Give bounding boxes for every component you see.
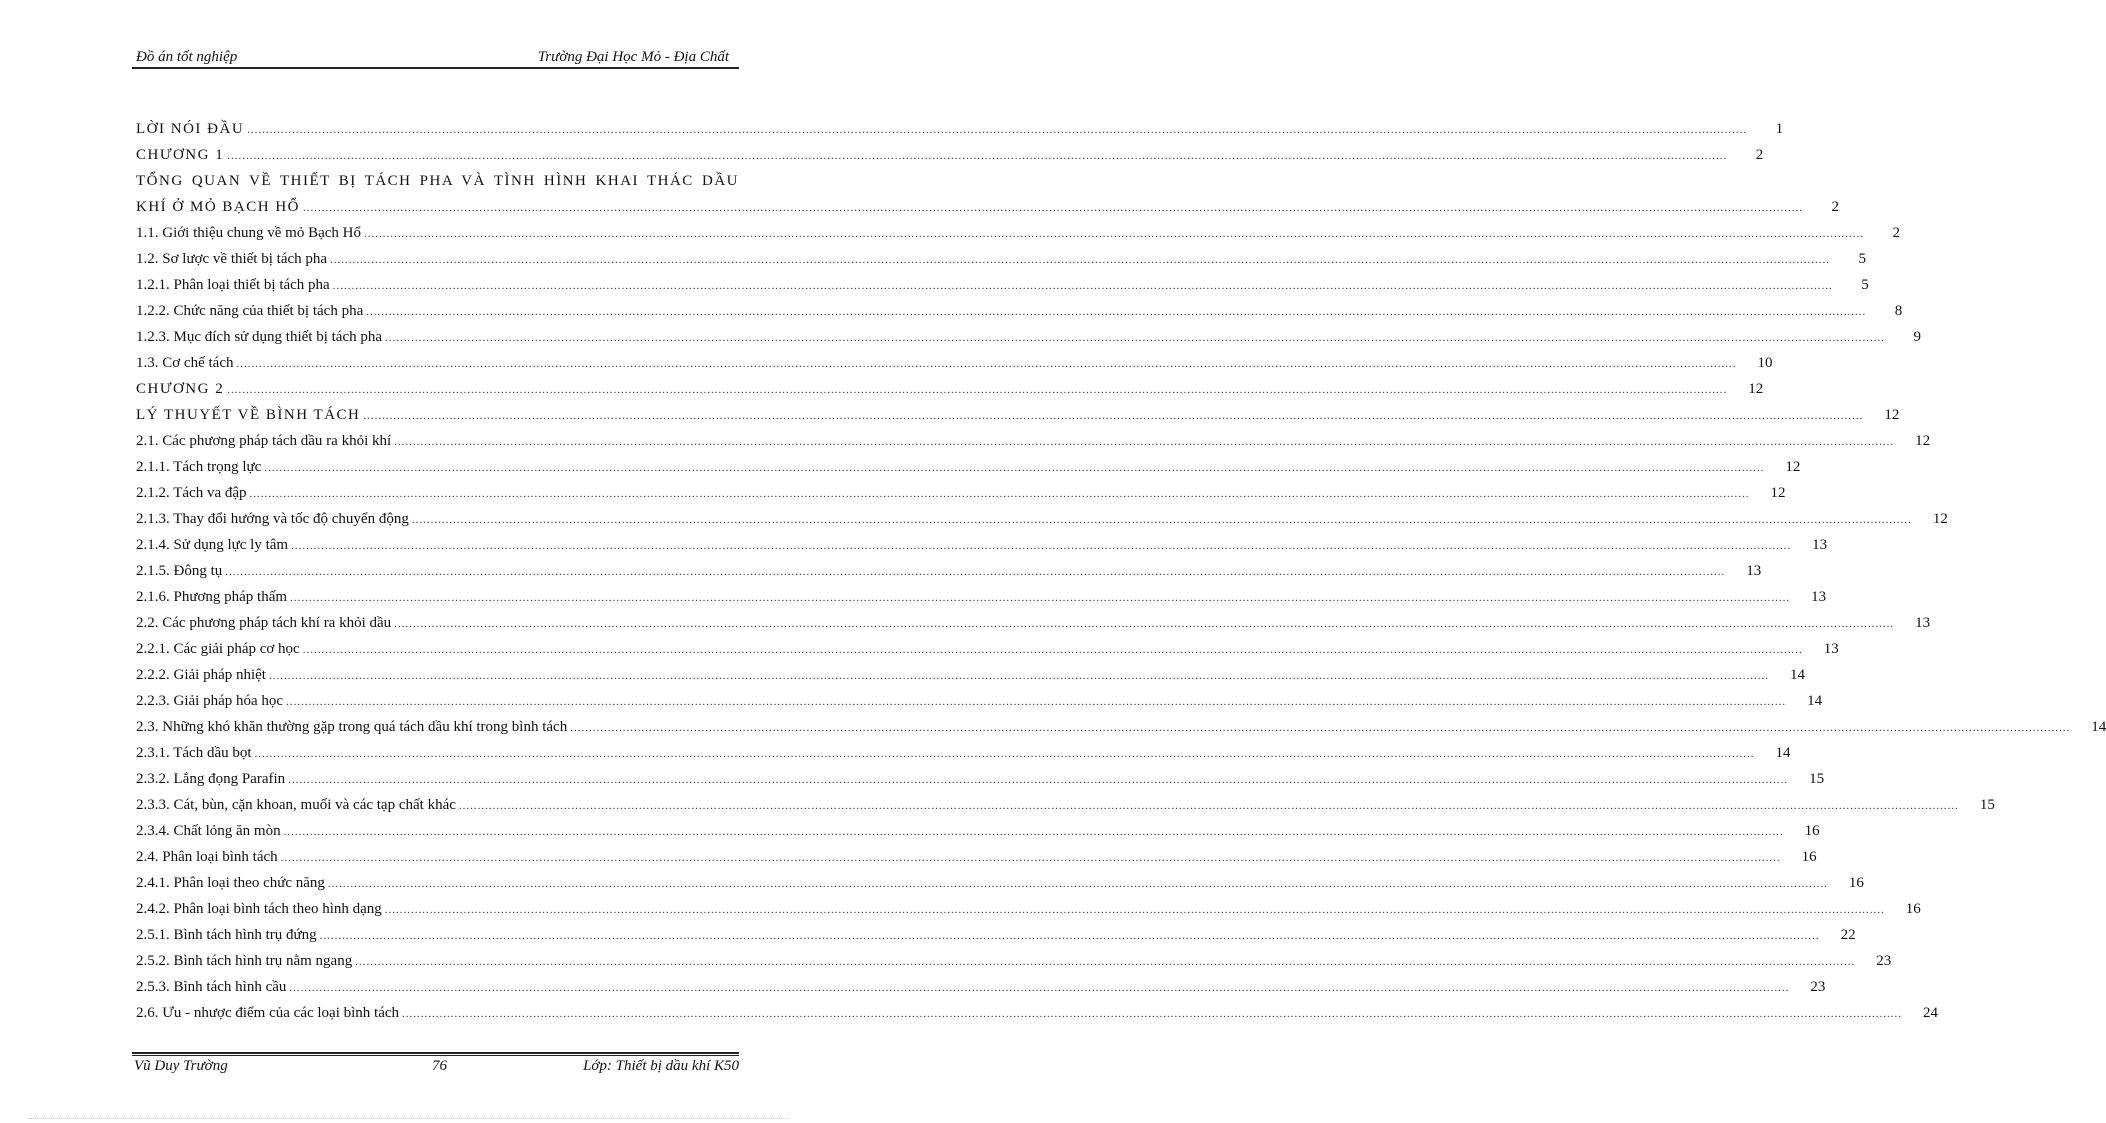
toc-entry-page: 12	[1932, 511, 1948, 527]
toc-entry-page: 9	[1913, 329, 1922, 345]
toc-leader-dots: ................................................................................................................................................................................................................................................................................................................................................................................................................	[330, 254, 1831, 266]
toc-entry-page: 5	[1861, 277, 1869, 293]
toc-leader-dots: ................................................................................................................................................................................................................................................................................................................................................................................................................	[227, 150, 1728, 162]
toc-entry-title: CHƯƠNG 2	[136, 381, 225, 397]
toc-entry-title: 1.2. Sơ lược về thiết bị tách pha	[136, 251, 328, 267]
toc-entry-title: 2.1.6. Phương pháp thấm	[136, 589, 288, 605]
toc-entry[interactable]	[136, 924, 1856, 946]
toc-entry[interactable]	[136, 742, 1791, 764]
toc-entry-page: 23	[1810, 979, 1826, 995]
toc-entry-title: 1.2.1. Phân loại thiết bị tách pha	[136, 277, 330, 293]
toc-entry[interactable]	[136, 586, 1827, 608]
toc-entry-title: KHÍ Ở MỎ BẠCH HỔ	[136, 199, 301, 215]
toc-leader-dots: ................................................................................................................................................................................................................................................................................................................................................................................................................	[303, 202, 1804, 214]
toc-entry-title: 2.1.4. Sử dụng lực ly tâm	[136, 537, 289, 553]
toc-leader-dots: ................................................................................................................................................................................................................................................................................................................................................................................................................	[411, 514, 1912, 526]
toc-entry-page: 15	[1809, 771, 1825, 787]
header-rule	[132, 67, 739, 69]
toc-entry[interactable]	[136, 664, 1805, 686]
toc-leader-dots: ................................................................................................................................................................................................................................................................................................................................................................................................................	[247, 124, 1748, 136]
toc-entry[interactable]	[136, 768, 1825, 790]
toc-entry[interactable]	[136, 274, 1869, 296]
toc-entry-page: 12	[1785, 459, 1801, 475]
toc-entry[interactable]	[136, 638, 1839, 660]
toc-entry-title: 2.1.1. Tách trọng lực	[136, 459, 262, 475]
toc-entry-page: 13	[1812, 537, 1828, 553]
toc-leader-dots: ................................................................................................................................................................................................................................................................................................................................................................................................................	[280, 852, 1781, 864]
toc-entry-title: LÝ THUYẾT VỀ BÌNH TÁCH	[136, 407, 361, 423]
toc-entry-title: 2.2. Các phương pháp tách khí ra khỏi dầu	[136, 615, 392, 631]
toc-entry-page: 12	[1770, 485, 1786, 501]
toc-entry-title: 2.3. Những khó khăn thường gặp trong quá tách dầu khí trong bình tách	[136, 719, 568, 735]
toc-entry-title: 2.3.1. Tách dầu bọt	[136, 745, 252, 761]
toc-entry-page: 13	[1823, 641, 1839, 657]
toc-entry-page: 16	[1804, 823, 1820, 839]
toc-leader-dots: ................................................................................................................................................................................................................................................................................................................................................................................................................	[394, 436, 1895, 448]
toc-entry-title: 2.1. Các phương pháp tách dầu ra khỏi khí	[136, 433, 392, 449]
toc-entry-title: 2.2.1. Các giải pháp cơ học	[136, 641, 300, 657]
toc-entry[interactable]	[136, 716, 2106, 738]
toc-entry-page: 2	[1831, 199, 1840, 215]
toc-entry-page: 16	[1801, 849, 1817, 865]
toc-leader-dots: ................................................................................................................................................................................................................................................................................................................................................................................................................	[363, 410, 1864, 422]
toc-entry[interactable]	[136, 222, 1900, 244]
toc-entry-title: LỜI NÓI ĐẦU	[136, 121, 245, 137]
toc-entry-page: 2	[1892, 225, 1900, 241]
toc-leader-dots: ................................................................................................................................................................................................................................................................................................................................................................................................................	[268, 670, 1769, 682]
toc-leader-dots: ................................................................................................................................................................................................................................................................................................................................................................................................................	[355, 956, 1856, 968]
toc-leader-dots: ................................................................................................................................................................................................................................................................................................................................................................................................................	[394, 618, 1895, 630]
toc-leader-dots: ................................................................................................................................................................................................................................................................................................................................................................................................................	[458, 800, 1959, 812]
toc-leader-dots: ................................................................................................................................................................................................................................................................................................................................................................................................................	[286, 696, 1787, 708]
toc-entry-page: 12	[1748, 381, 1764, 397]
toc-entry[interactable]	[136, 950, 1892, 972]
footer-class: Lớp: Thiết bị dầu khí K50	[583, 1058, 739, 1074]
toc-entry[interactable]	[136, 898, 1921, 920]
toc-entry-page: 22	[1840, 927, 1856, 943]
toc-entry-title: CHƯƠNG 1	[136, 147, 225, 163]
toc-entry[interactable]	[136, 456, 1801, 478]
toc-entry-page: 13	[1746, 563, 1762, 579]
toc-leader-dots: ................................................................................................................................................................................................................................................................................................................................................................................................................	[225, 566, 1726, 578]
toc-leader-dots: ................................................................................................................................................................................................................................................................................................................................................................................................................	[249, 488, 1750, 500]
toc-leader-dots: ................................................................................................................................................................................................................................................................................................................................................................................................................	[236, 358, 1737, 370]
toc-entry[interactable]	[136, 820, 1820, 842]
toc-entry-title: 2.6. Ưu - nhược điểm của các loại bình tách	[136, 1005, 400, 1021]
toc-entry-page: 14	[2091, 719, 2106, 735]
toc-entry[interactable]	[136, 794, 1995, 816]
toc-entry-title: 2.5.3. Bình tách hình cầu	[136, 979, 287, 995]
toc-leader-dots: ................................................................................................................................................................................................................................................................................................................................................................................................................	[319, 930, 1820, 942]
toc-entry[interactable]	[136, 560, 1762, 582]
toc-entry-page: 15	[1979, 797, 1995, 813]
toc-entry[interactable]	[136, 976, 1826, 998]
toc-entry-page: 12	[1884, 407, 1900, 423]
toc-entry[interactable]	[136, 326, 1922, 348]
toc-entry-title: 2.4. Phân loại bình tách	[136, 849, 278, 865]
toc-entry-title: 1.1. Giới thiệu chung về mỏ Bạch Hổ	[136, 225, 361, 241]
toc-entry-title: 2.1.3. Thay đổi hướng và tốc độ chuyển động	[136, 511, 409, 527]
toc-entry-title: 1.2.2. Chức năng của thiết bị tách pha	[136, 303, 364, 319]
toc-entry[interactable]	[136, 404, 1900, 426]
toc-entry-page: 13	[1915, 615, 1931, 631]
toc-entry-page: 2	[1755, 147, 1764, 163]
page-edge	[28, 1118, 788, 1119]
toc-leader-dots: ................................................................................................................................................................................................................................................................................................................................................................................................................	[302, 644, 1803, 656]
footer-rule	[132, 1052, 739, 1054]
footer-page-number: 76	[432, 1058, 447, 1074]
toc-entry[interactable]	[136, 508, 1948, 530]
toc-entry[interactable]	[136, 430, 1931, 452]
toc-leader-dots: ................................................................................................................................................................................................................................................................................................................................................................................................................	[402, 1008, 1903, 1020]
toc-entry-page: 14	[1775, 745, 1791, 761]
toc-entry-page: 1	[1775, 121, 1784, 137]
toc-entry-title: 2.4.1. Phân loại theo chức năng	[136, 875, 325, 891]
page-footer	[132, 1058, 739, 1078]
toc-entry-page: 13	[1811, 589, 1827, 605]
toc-entry-page: 12	[1915, 433, 1931, 449]
toc-entry-title: 2.2.3. Giải pháp hóa học	[136, 693, 284, 709]
toc-leader-dots: ................................................................................................................................................................................................................................................................................................................................................................................................................	[290, 592, 1791, 604]
toc-entry-page: 16	[1848, 875, 1864, 891]
toc-leader-dots: ................................................................................................................................................................................................................................................................................................................................................................................................................	[264, 462, 1765, 474]
toc-entry-title: 1.3. Cơ chế tách	[136, 355, 234, 371]
toc-entry-title: 2.3.4. Chất lỏng ăn mòn	[136, 823, 281, 839]
toc-entry[interactable]	[136, 248, 1867, 270]
toc-entry-page: 5	[1858, 251, 1867, 267]
toc-entry[interactable]	[136, 144, 1764, 166]
toc-entry-page: 14	[1807, 693, 1823, 709]
toc-entry[interactable]	[136, 196, 1840, 218]
header-left-text: Đồ án tốt nghiệp	[136, 49, 238, 65]
footer-rule-thin	[132, 1055, 739, 1056]
toc-entry[interactable]	[136, 1002, 1939, 1024]
toc-entry-title: 2.5.1. Bình tách hình trụ đứng	[136, 927, 317, 943]
toc-entry-page: 24	[1923, 1005, 1939, 1021]
toc-entry-page: 10	[1757, 355, 1773, 371]
toc-entry-title: 2.5.2. Bình tách hình trụ nằm ngang	[136, 953, 353, 969]
toc-entry[interactable]	[136, 846, 1817, 868]
toc-leader-dots: ................................................................................................................................................................................................................................................................................................................................................................................................................	[332, 280, 1833, 292]
toc-entry[interactable]	[136, 118, 1784, 140]
toc-leader-dots: ................................................................................................................................................................................................................................................................................................................................................................................................................	[570, 722, 2071, 734]
toc-entry[interactable]	[136, 378, 1764, 400]
toc-leader-dots: ................................................................................................................................................................................................................................................................................................................................................................................................................	[384, 904, 1885, 916]
toc-leader-dots: ................................................................................................................................................................................................................................................................................................................................................................................................................	[327, 878, 1828, 890]
toc-leader-dots: ................................................................................................................................................................................................................................................................................................................................................................................................................	[366, 306, 1867, 318]
page-header	[132, 48, 737, 68]
toc-entry-title: 2.3.3. Cát, bùn, cặn khoan, muối và các tạp chất khác	[136, 797, 456, 813]
toc-leader-dots: ................................................................................................................................................................................................................................................................................................................................................................................................................	[288, 774, 1789, 786]
toc-entry-title: 1.2.3. Mục đích sử dụng thiết bị tách pha	[136, 329, 383, 345]
toc-leader-dots: ................................................................................................................................................................................................................................................................................................................................................................................................................	[227, 384, 1728, 396]
toc-entry-page: 23	[1876, 953, 1892, 969]
toc-entry[interactable]	[136, 482, 1786, 504]
toc-leader-dots: ................................................................................................................................................................................................................................................................................................................................................................................................................	[254, 748, 1755, 760]
toc-entry[interactable]	[136, 612, 1931, 634]
toc-entry-title: 2.3.2. Lắng đọng Parafin	[136, 771, 286, 787]
toc-leader-dots: ................................................................................................................................................................................................................................................................................................................................................................................................................	[385, 332, 1886, 344]
footer-author: Vũ Duy Trường	[134, 1058, 228, 1074]
toc-leader-dots: ................................................................................................................................................................................................................................................................................................................................................................................................................	[291, 540, 1792, 552]
toc-entry[interactable]	[136, 690, 1823, 712]
header-right-text: Trường Đại Học Mỏ - Địa Chất	[537, 49, 729, 65]
toc-entry[interactable]	[136, 872, 1864, 894]
toc-leader-dots: ................................................................................................................................................................................................................................................................................................................................................................................................................	[283, 826, 1784, 838]
toc-entry-title: 2.1.2. Tách va đập	[136, 485, 247, 501]
toc-leader-dots: ................................................................................................................................................................................................................................................................................................................................................................................................................	[289, 982, 1790, 994]
toc-entry[interactable]	[136, 352, 1773, 374]
toc-entry-title: 2.4.2. Phân loại bình tách theo hình dạng	[136, 901, 382, 917]
toc-entry-page: 14	[1789, 667, 1805, 683]
toc-leader-dots: ................................................................................................................................................................................................................................................................................................................................................................................................................	[363, 228, 1864, 240]
toc-entry[interactable]	[136, 534, 1828, 556]
toc-entry-page: 16	[1905, 901, 1921, 917]
toc-entry-title: 2.2.2. Giải pháp nhiệt	[136, 667, 266, 683]
toc-entry[interactable]	[136, 300, 1903, 322]
toc-entry-title-line: TỔNG QUAN VỀ THIẾT BỊ TÁCH PHA VÀ TÌNH HÌNH KHAI THÁC DẦU	[136, 173, 739, 189]
toc-entry-page: 8	[1894, 303, 1903, 319]
toc-entry-title: 2.1.5. Đông tụ	[136, 563, 223, 579]
